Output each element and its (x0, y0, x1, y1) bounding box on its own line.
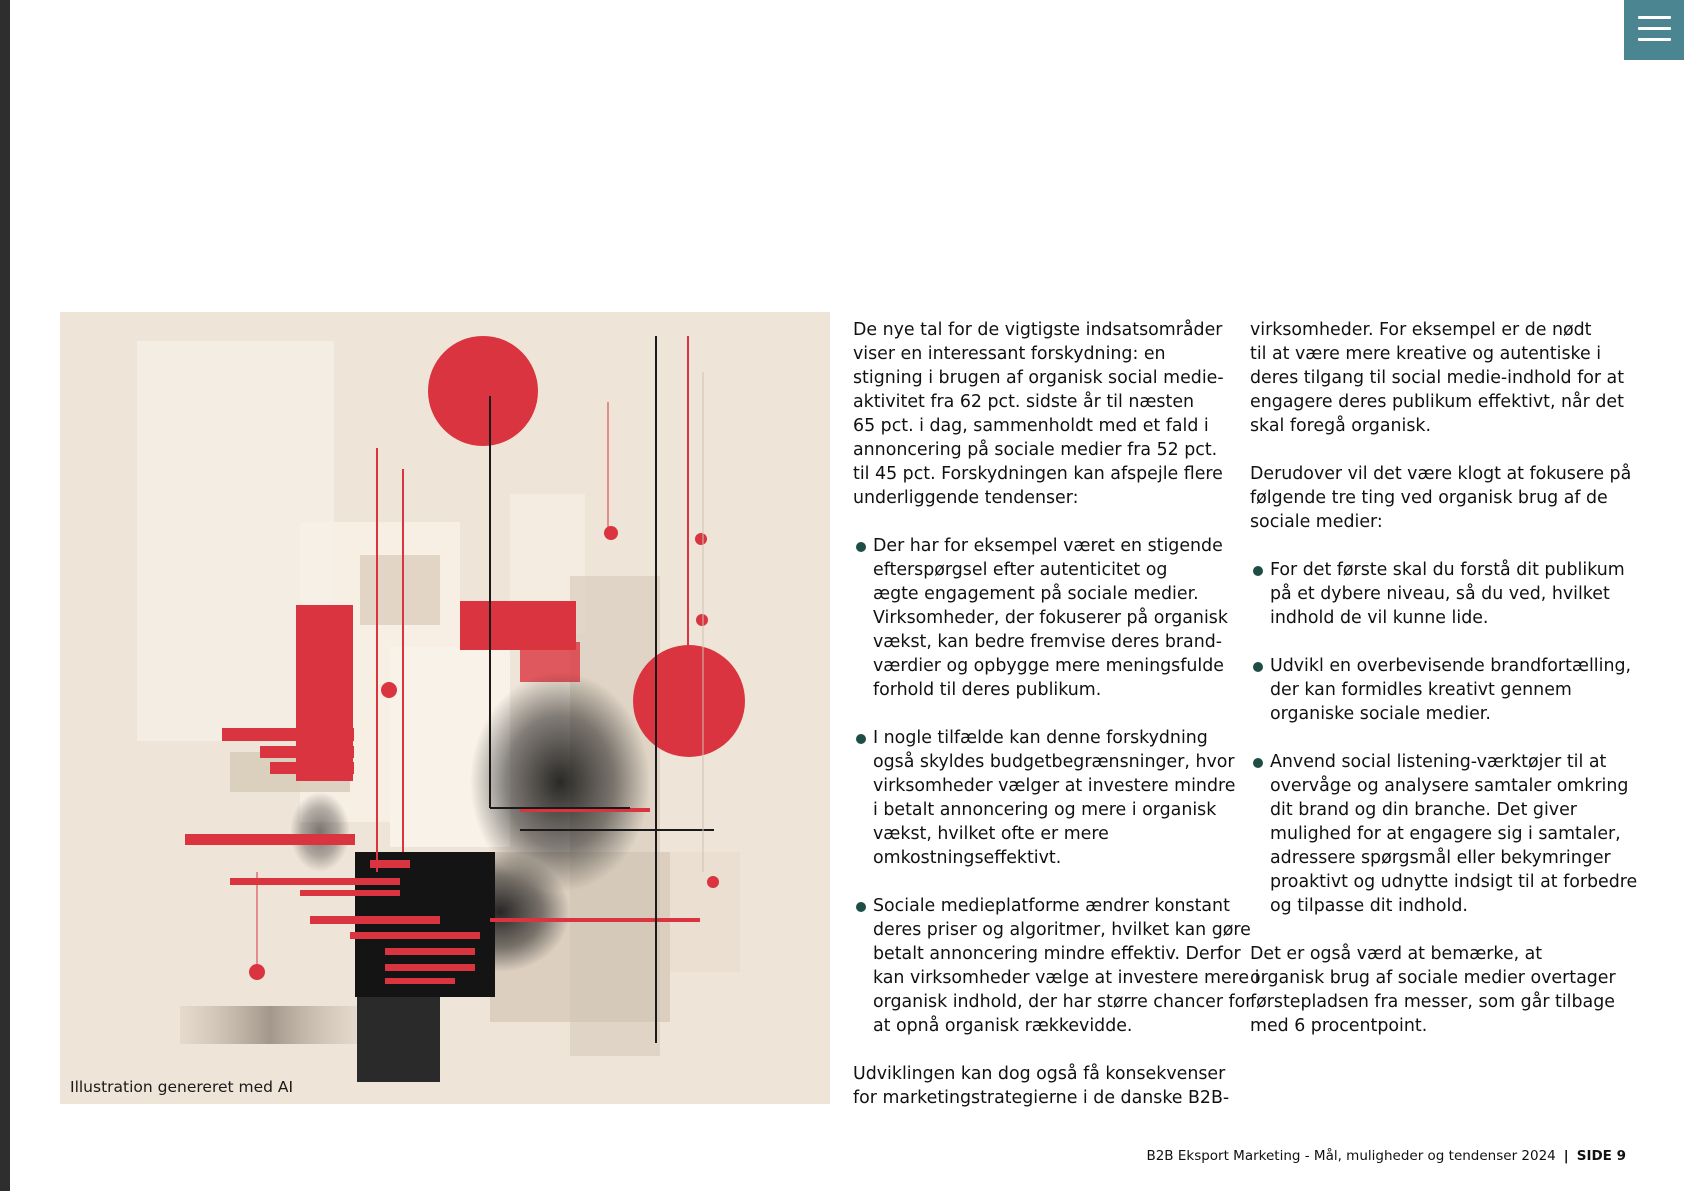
page-footer (1146, 1148, 1626, 1164)
text-column-1 (853, 318, 1260, 1134)
page-number: SIDE 9 (1576, 1148, 1626, 1164)
paragraph: De nye tal for de vigtigste indsatsområder viser en interessant forskydning: en stigning i brugen af organisk social medie- aktivitet fra 62 pct. sidste år til næsten 65 pct. i dag, sammenholdt med et fald i annoncering på sociale medier fra 52 pct. til 45 pct. Forskydningen kan afspejle flere underliggende tendenser: (853, 320, 1224, 508)
publication-title: B2B Eksport Marketing - Mål, muligheder og tendenser 2024 (1146, 1148, 1556, 1164)
menu-icon (1638, 16, 1671, 19)
list-item: Anvend social listening-værktøjer til at overvåge og analysere samtaler omkring dit brand og din branche. Det giver mulighed for at engagere sig i samtaler, adressere spørgsmål eller bekymringer proaktivt og udnytte indsigt til at forbedre og tilpasse dit indhold. (1250, 750, 1630, 918)
paragraph: Det er også værd at bemærke, at organisk brug af sociale medier overtager førstepladsen fra messer, som går tilbage med 6 procentpoint. (1250, 944, 1616, 1036)
bullet-icon (1253, 662, 1263, 672)
paragraph: Derudover vil det være klogt at fokusere på følgende tre ting ved organisk brug af de sociale medier: (1250, 464, 1632, 532)
list-item: Der har for eksempel været en stigende efterspørgsel efter autenticitet og ægte engagement på sociale medier. Virksomheder, der fokuserer på organisk vækst, kan bedre fremvise deres brand- værdier og opbygge mere meningsfulde forhold til deres publikum. (853, 534, 1223, 702)
list-item: For det første skal du forstå dit publikum på et dybere niveau, så du ved, hvilket indhold de vil kunne lide. (1250, 558, 1630, 630)
bullet-icon (1253, 758, 1263, 768)
bullet-icon (1253, 566, 1263, 576)
paragraph: virksomheder. For eksempel er de nødt til at være mere kreative og autentiske i deres tilgang til social medie-indhold for at engagere deres publikum effektivt, når det skal foregå organisk. (1250, 320, 1625, 436)
menu-button[interactable] (1624, 0, 1684, 60)
ai-illustration (60, 312, 830, 1104)
footer-separator: | (1563, 1148, 1569, 1164)
left-edge-bar (0, 0, 10, 1191)
bullet-icon (856, 542, 866, 552)
paragraph: Udviklingen kan dog også få konsekvenser for marketingstrategierne i de danske B2B- (853, 1064, 1230, 1108)
list-item: I nogle tilfælde kan denne forskydning også skyldes budgetbegrænsninger, hvor virksomheder vælger at investere mindre i betalt annoncering og mere i organisk vækst, hvilket ofte er mere omkostningseffektivt. (853, 726, 1223, 870)
text-column-2 (1250, 318, 1638, 1062)
list-item: Sociale medieplatforme ændrer konstant deres priser og algoritmer, hvilket kan gøre betalt annoncering mindre effektiv. Derfor kan virksomheder vælge at investere mere i organisk indhold, der har større chancer for at opnå organisk rækkevidde. (853, 894, 1223, 1038)
bullet-icon (856, 734, 866, 744)
abstract-artwork (60, 312, 830, 1104)
bullet-icon (856, 902, 866, 912)
list-item: Udvikl en overbevisende brandfortælling, der kan formidles kreativt gennem organiske sociale medier. (1250, 654, 1630, 726)
illustration-caption: Illustration genereret med AI (70, 1078, 294, 1096)
